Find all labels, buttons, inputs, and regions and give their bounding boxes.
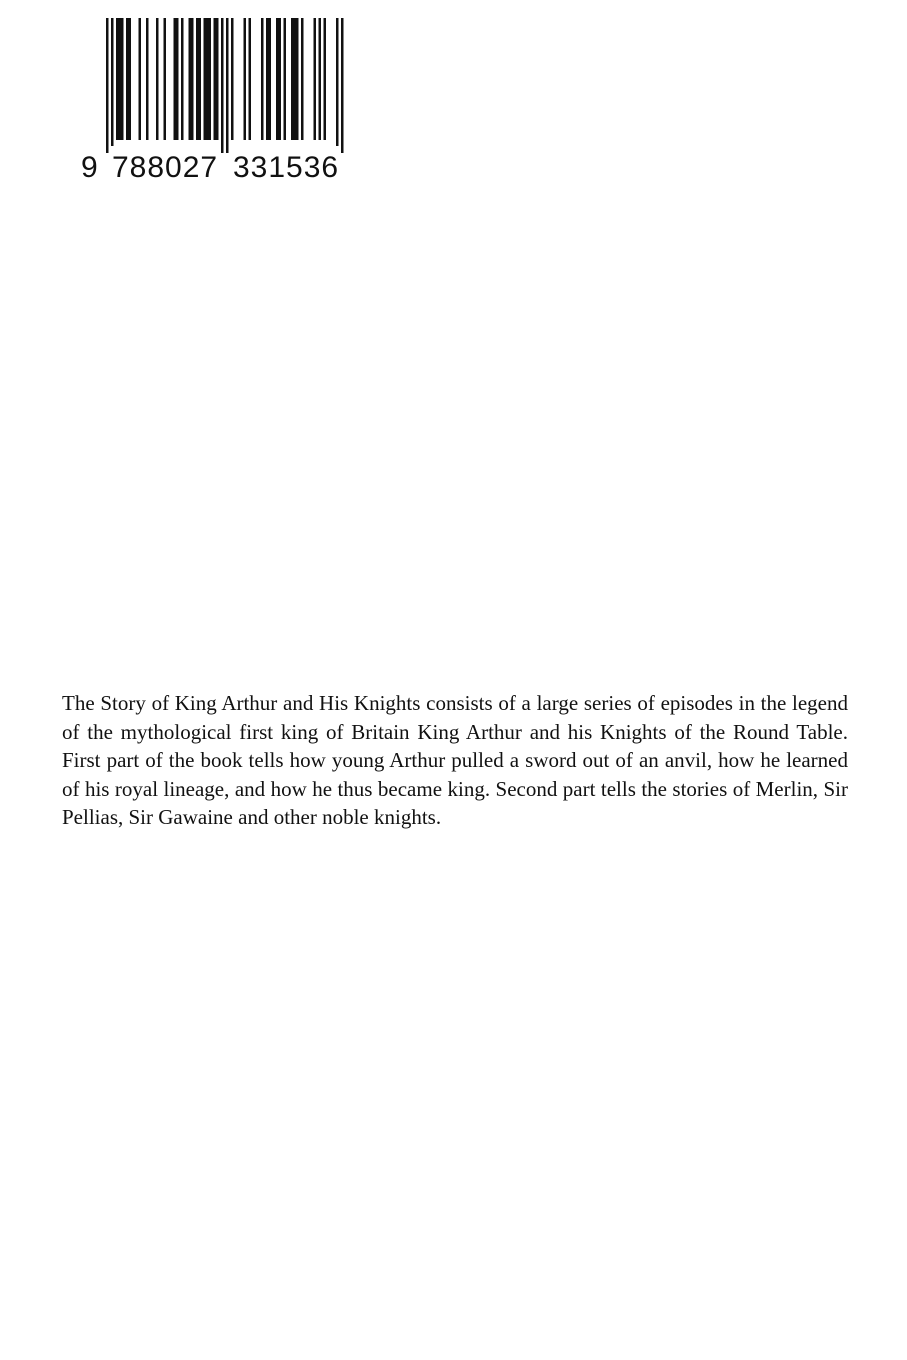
barcode-right-digits: 331536 [232, 146, 340, 190]
barcode-bar [204, 18, 207, 140]
barcode-bar [156, 18, 159, 140]
barcode-bar [266, 18, 269, 140]
barcode-guard-bar [111, 18, 114, 153]
barcode-bar [314, 18, 317, 140]
barcode-bar [291, 18, 294, 140]
barcode-guard-bar [106, 18, 109, 153]
barcode-bar [296, 18, 299, 140]
barcode-bar [119, 18, 122, 140]
barcode-first-digit: 9 [80, 146, 100, 190]
barcode-guard-bar [336, 18, 339, 153]
barcode-guard-bar [226, 18, 229, 153]
barcode-bar [319, 18, 322, 140]
barcode-bar [294, 18, 297, 140]
barcode-bar [324, 18, 327, 140]
barcode-bar [176, 18, 179, 140]
barcode-bars [80, 18, 355, 153]
barcode-bar [261, 18, 264, 140]
barcode-bar [181, 18, 184, 140]
barcode-bar [139, 18, 142, 140]
barcode-bar [129, 18, 132, 140]
barcode-bar [284, 18, 287, 140]
barcode-bar [214, 18, 217, 140]
barcode-bar [164, 18, 167, 140]
barcode-bar [209, 18, 212, 140]
barcode-bar [301, 18, 304, 140]
barcode-digits [80, 146, 355, 190]
barcode-bar [116, 18, 119, 140]
barcode-bar [121, 18, 124, 140]
barcode-bar [126, 18, 129, 140]
barcode-bar [206, 18, 209, 140]
barcode-bar [189, 18, 192, 140]
barcode-guard-bar [341, 18, 344, 153]
barcode-bar [269, 18, 272, 140]
barcode-bar [216, 18, 219, 140]
barcode-bar [244, 18, 247, 140]
barcode-bar [249, 18, 252, 140]
barcode-guard-bar [221, 18, 224, 153]
barcode-bar [231, 18, 234, 140]
barcode-bar [191, 18, 194, 140]
barcode-bar [196, 18, 199, 140]
barcode-left-digits: 788027 [111, 146, 219, 190]
barcode-bar [199, 18, 202, 140]
barcode-bar [174, 18, 177, 140]
isbn-barcode [80, 18, 355, 184]
barcode-bar [146, 18, 149, 140]
book-description: The Story of King Arthur and His Knights consists of a large series of episodes in the legend of the mythological first king of Britain King Arthur and his Knights of the Round Table. First part of the book tells how young Arthur pulled a sword out of an anvil, how he learned of his royal lineage, and how he thus became king. Second part tells the stories of Merlin, Sir Pellias, Sir Gawaine and other noble knights. [62, 691, 848, 830]
barcode-bar [276, 18, 279, 140]
barcode-bar [279, 18, 282, 140]
